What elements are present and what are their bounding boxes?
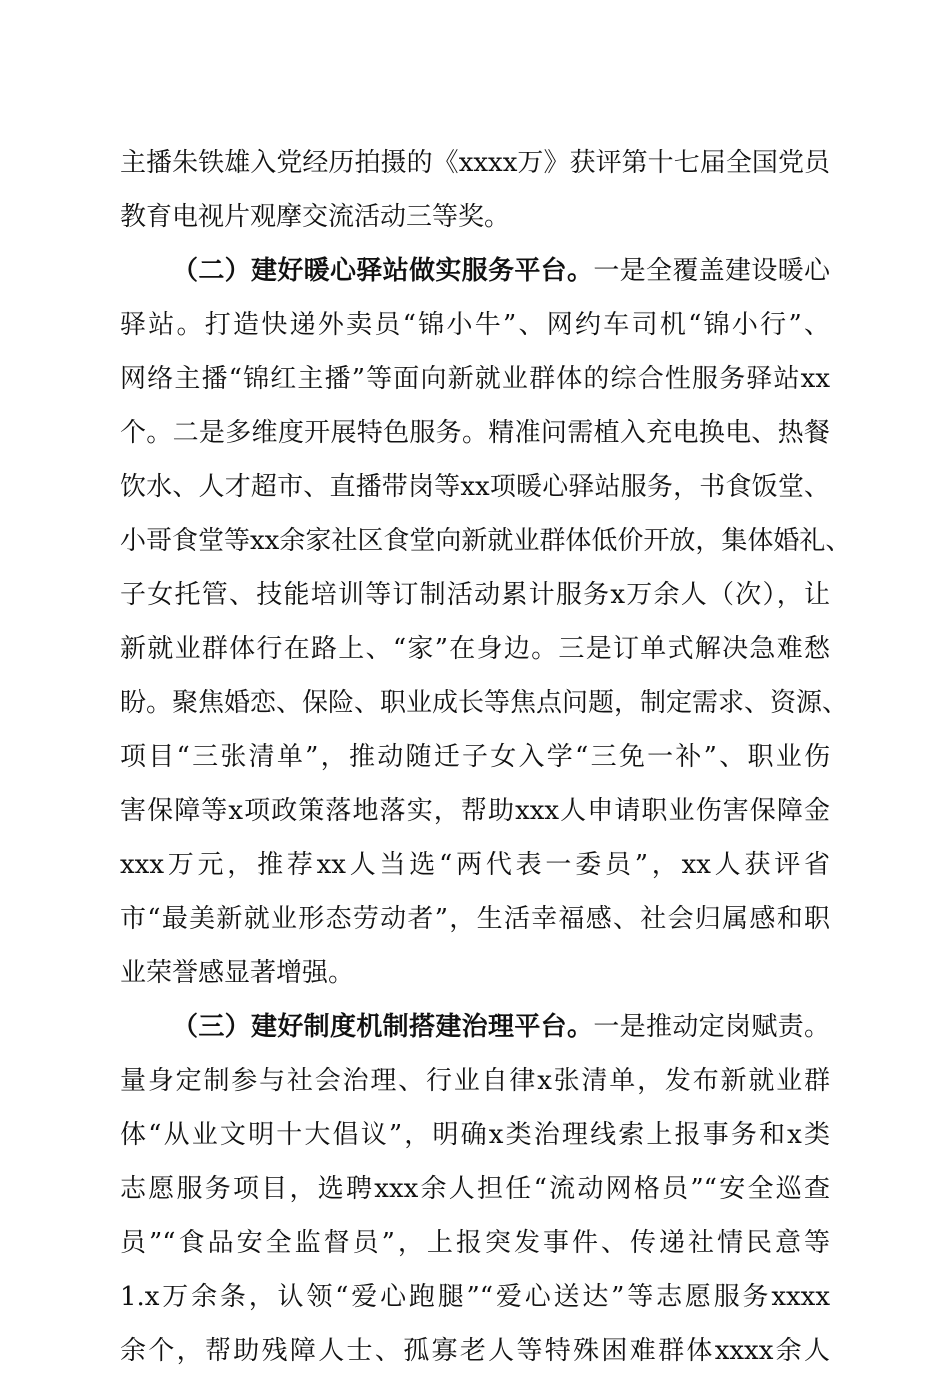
paragraph-3-line: 1.x万余条，认领“爱心跑腿”“爱心送达”等志愿服务xxxx (120, 1282, 830, 1312)
paragraph-3-line: 余个，帮助残障人士、孤寡老人等特殊困难群体xxxx余人 (120, 1336, 830, 1366)
paragraph-2-line: 网络主播“锦红主播”等面向新就业群体的综合性服务驿站xx (120, 364, 830, 394)
paragraph-3-line: 体“从业文明十大倡议”，明确x类治理线索上报事务和x类 (120, 1120, 830, 1150)
paragraph-2-line: 新就业群体行在路上、“家”在身边。三是订单式解决急难愁 (120, 634, 830, 664)
paragraph-3-line-1-rest: 一是推动定岗赋责。 (593, 1012, 830, 1042)
paragraph-3-line: 员”“食品安全监督员”，上报突发事件、传递社情民意等 (120, 1228, 830, 1258)
paragraph-3-line: 志愿服务项目，选聘xxx余人担任“流动网格员”“安全巡查 (120, 1174, 830, 1204)
paragraph-2-heading: （二）建好暖心驿站做实服务平台。 (172, 256, 594, 286)
paragraph-2-line: 小哥食堂等xx余家社区食堂向新就业群体低价开放，集体婚礼、 (120, 526, 852, 556)
paragraph-2-line: 子女托管、技能培训等订制活动累计服务x万余人（次），让 (120, 580, 830, 610)
paragraph-3-line: 量身定制参与社会治理、行业自律x张清单，发布新就业群 (120, 1066, 830, 1096)
paragraph-2-line: 盼。聚焦婚恋、保险、职业成长等焦点问题，制定需求、资源、 (120, 688, 849, 718)
paragraph-2-line: 害保障等x项政策落地落实，帮助xxx人申请职业伤害保障金 (120, 796, 830, 826)
body-text (120, 136, 852, 1378)
paragraph-2-line: 个。二是多维度开展特色服务。精准问需植入充电换电、热餐 (120, 418, 830, 448)
paragraph-3-heading: （三）建好制度机制搭建治理平台。 (172, 1012, 594, 1042)
paragraph-2-line: 驿站。打造快递外卖员“锦小牛”、网约车司机“锦小行”、 (120, 310, 830, 340)
paragraph-2-line: xxx万元，推荐xx人当选“两代表一委员”，xx人获评省 (120, 850, 830, 880)
paragraph-3-line-1 (120, 1000, 830, 1054)
paragraph-2-line: 业荣誉感显著增强。 (120, 958, 355, 988)
paragraph-1-line-2: 教育电视片观摩交流活动三等奖。 (120, 202, 511, 232)
paragraph-1-line-1: 主播朱铁雄入党经历拍摄的《xxxx万》获评第十七届全国党员 (120, 148, 830, 178)
paragraph-2-line-1-rest: 一是全覆盖建设暖心 (593, 256, 830, 286)
paragraph-2-line: 项目“三张清单”，推动随迁子女入学“三免一补”、职业伤 (120, 742, 830, 772)
paragraph-2-line-1 (120, 244, 830, 298)
paragraph-2-line: 饮水、人才超市、直播带岗等xx项暖心驿站服务，书食饭堂、 (120, 472, 830, 502)
paragraph-2-line: 市“最美新就业形态劳动者”，生活幸福感、社会归属感和职 (120, 904, 830, 934)
